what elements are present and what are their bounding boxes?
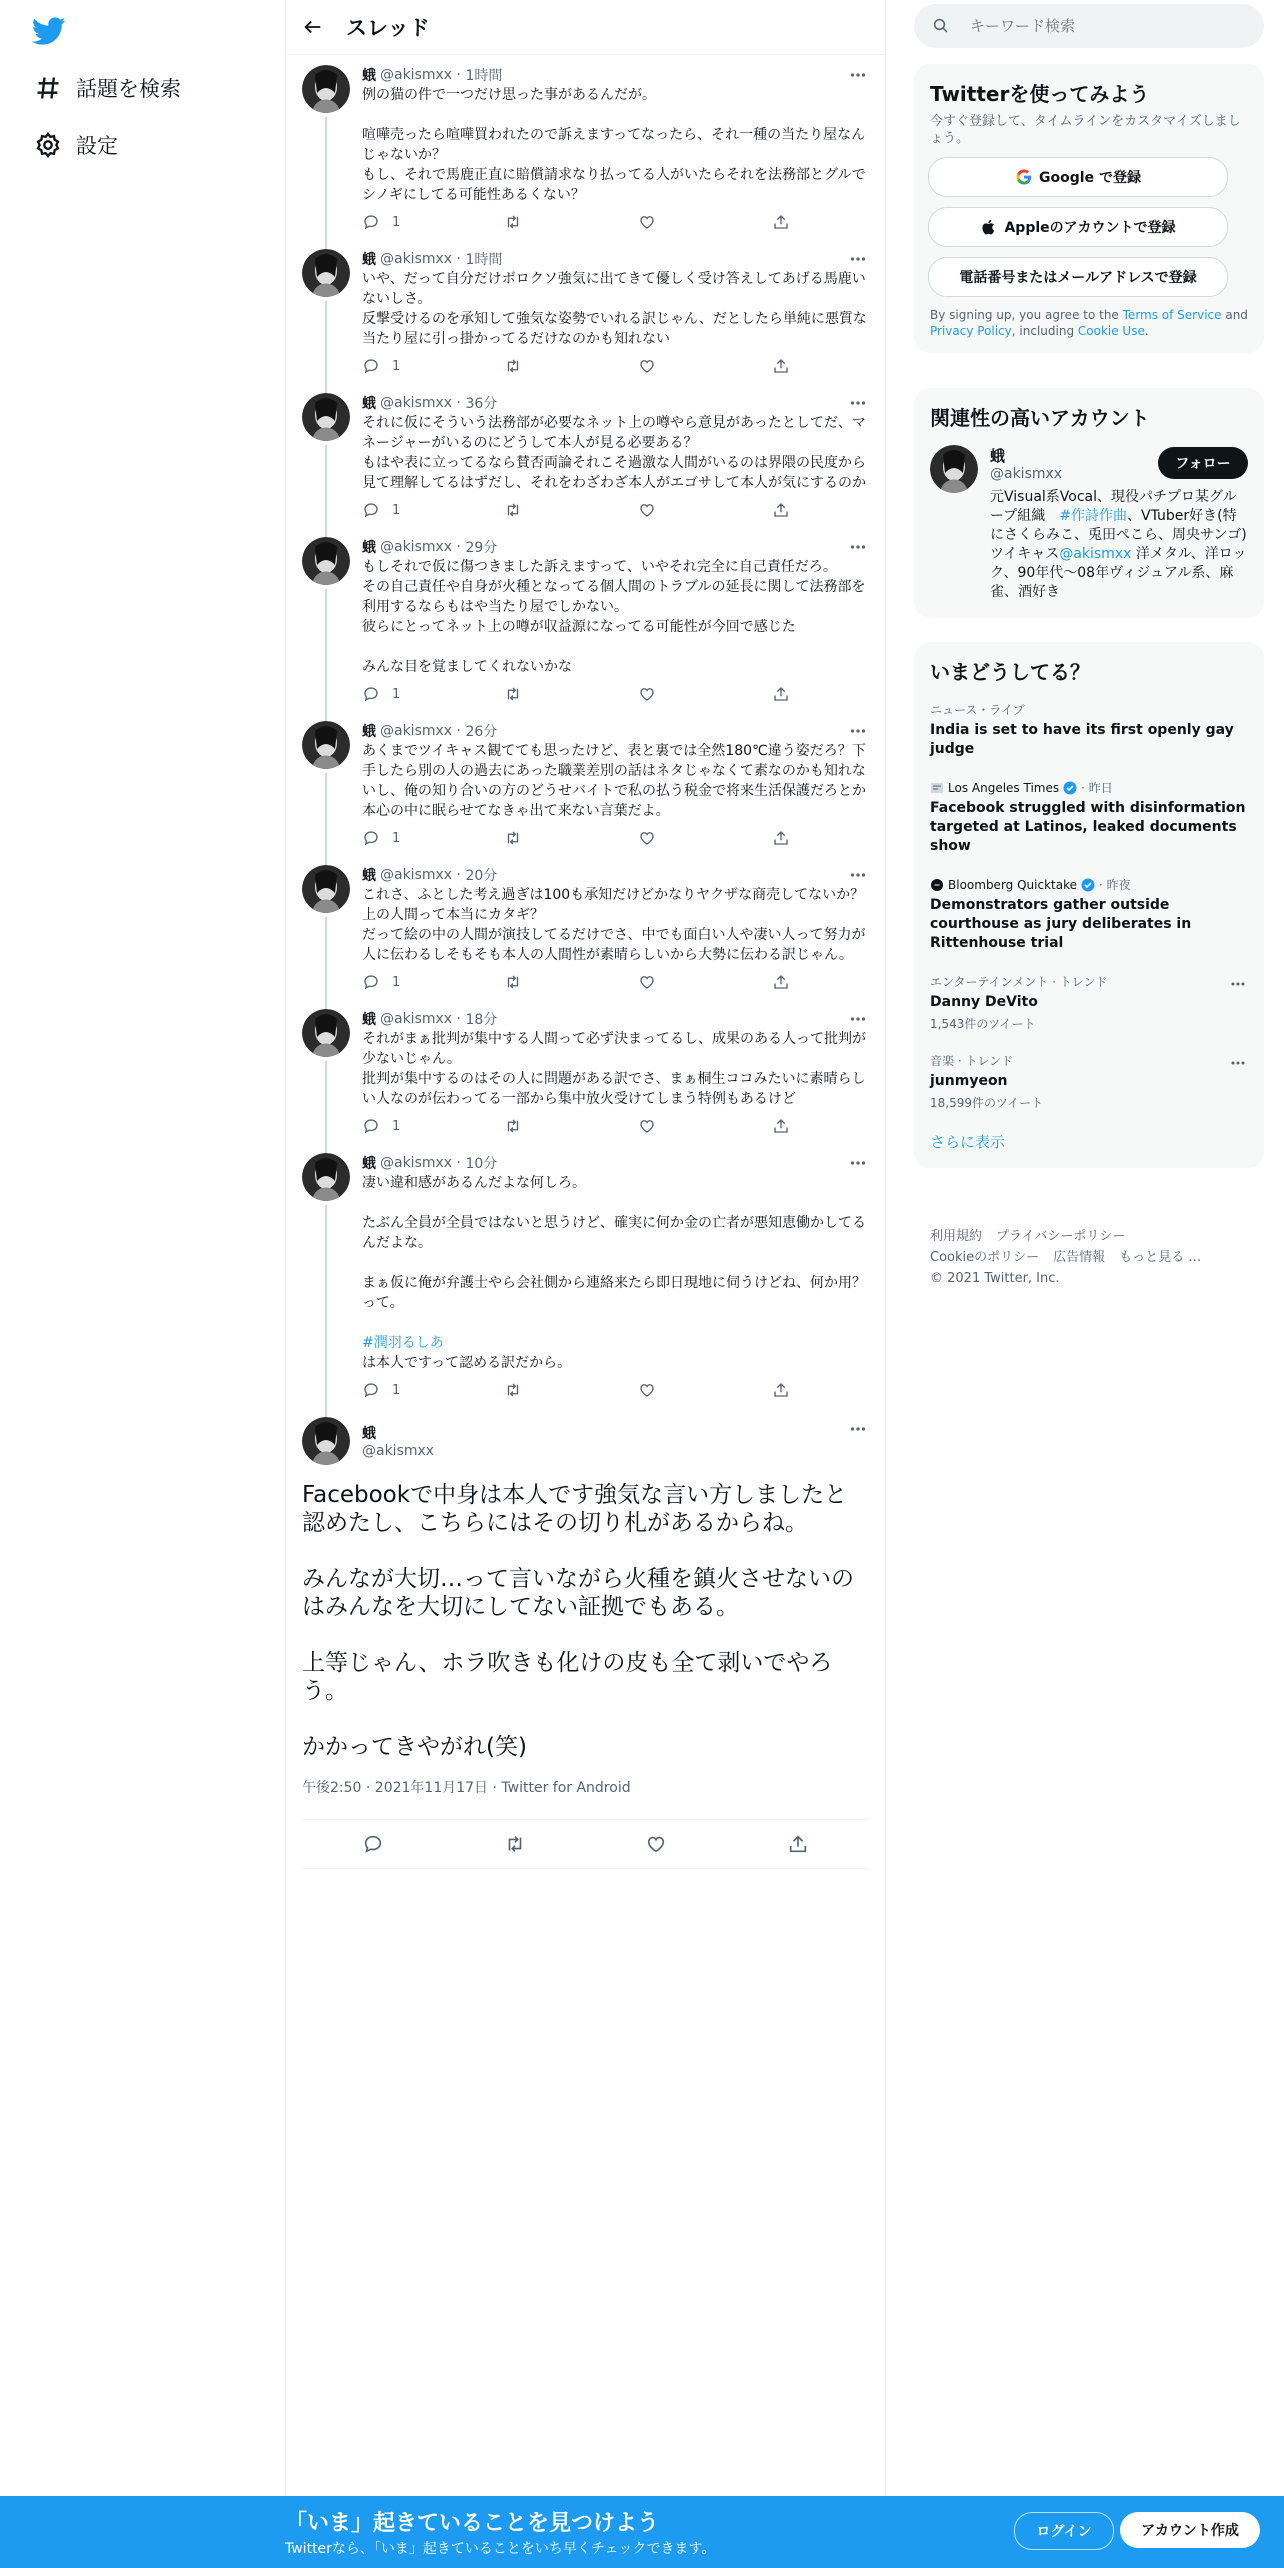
share-button[interactable]	[772, 1381, 802, 1399]
retweet-icon	[504, 685, 522, 703]
retweet-icon	[504, 1117, 522, 1135]
login-button[interactable]: ログイン	[1014, 2512, 1114, 2550]
thread-header	[286, 0, 885, 55]
verified-badge-icon	[1081, 878, 1095, 892]
signup-card	[914, 64, 1264, 353]
tweet-text: 例の猫の件で一つだけ思った事があるんだが。 喧嘩売ったら喧嘩買われたので訴えますってなったら、それ一種の当たり屋なんじゃないか？ もし、それで馬鹿正直に賠償請求なり払ってる人がいたらそれを法務部とグルでシノギにしてる可能性あるくない？	[362, 87, 866, 203]
avatar[interactable]	[930, 445, 978, 493]
search-icon	[932, 17, 950, 35]
thread-connector-line	[325, 589, 327, 723]
phone-email-signup-label: 電話番号またはメールアドレスで登録	[959, 270, 1197, 286]
author-name[interactable]: 蛾	[362, 1012, 376, 1028]
trend-context: エンターテインメント · トレンド	[930, 975, 1108, 989]
thread-tweet[interactable]	[286, 855, 885, 999]
tweet-actions	[362, 1373, 802, 1407]
reply-count: 1	[392, 974, 401, 990]
bio-text: 元Visual系Vocal、現役パチプロ某グループ組織	[990, 489, 1237, 524]
like-icon	[638, 1381, 656, 1399]
like-icon	[638, 973, 656, 991]
more-icon[interactable]	[847, 1153, 869, 1173]
legal-text: .	[1144, 324, 1149, 338]
tweet-header	[362, 393, 869, 413]
thread-connector-line	[325, 445, 327, 539]
trend-item[interactable]	[914, 769, 1264, 866]
reply-button[interactable]	[362, 685, 400, 703]
news-time: · 昨夜	[1099, 878, 1131, 892]
tweet-actions	[362, 349, 802, 383]
share-button[interactable]	[772, 1117, 802, 1135]
author-handle[interactable]: @akismxx	[380, 723, 453, 739]
retweet-button[interactable]	[504, 501, 534, 519]
reply-icon	[362, 501, 380, 519]
nav-settings-label: 設定	[76, 134, 118, 158]
like-button[interactable]	[638, 213, 668, 231]
thread-tweet[interactable]	[286, 1143, 885, 1407]
tweet-time[interactable]: 36分	[465, 396, 498, 412]
tweet-actions	[362, 1109, 802, 1143]
reply-button[interactable]	[362, 213, 400, 231]
reply-button[interactable]	[362, 501, 400, 519]
share-button[interactable]	[772, 973, 802, 991]
trends-card	[914, 642, 1264, 1168]
focused-tweet	[286, 1407, 885, 1869]
separator: ·	[452, 251, 466, 267]
apple-signup-button[interactable]	[928, 207, 1228, 247]
separator: ·	[452, 67, 466, 83]
news-source-icon	[930, 781, 944, 795]
tweet-header	[362, 721, 869, 741]
avatar[interactable]	[302, 249, 350, 297]
tweet-text: それに仮にそういう法務部が必要なネット上の噂やら意見があったとしてだ、マネージャーがいるのにどうして本人が見る必要ある？ もはや表に立ってるなら賛否両論それこそ過激な人間がいるのは界隈の民度から見て理解してるはずだし、それをわざわざ本人がエゴサして本人が気にするのか	[362, 415, 866, 491]
trend-context	[930, 876, 1248, 893]
google-signup-button[interactable]	[928, 157, 1228, 197]
news-source: Los Angeles Times	[948, 780, 1060, 795]
trend-title: Danny DeVito	[930, 994, 1038, 1010]
author-handle[interactable]: @akismxx	[380, 67, 453, 83]
thread-tweet[interactable]	[286, 999, 885, 1143]
tweet-text: もしそれで仮に傷つきました訴えますって、いやそれ完全に自己責任だろ。 その自己責任や自身が火種となってる個人間のトラブルの延長に関して法務部を利用するならもはや当たり屋でしかない。 彼らにとってネット上の噂が収益源になってる可能性が今回で感じた みんな目を覚ましてくれないかな	[362, 559, 866, 675]
like-icon[interactable]	[645, 1833, 667, 1855]
relevant-accounts-card	[914, 388, 1264, 618]
reply-icon	[362, 1117, 380, 1135]
trend-title: Facebook struggled with disinformation targeted at Latinos, leaked documents show	[930, 800, 1246, 854]
retweet-icon	[504, 357, 522, 375]
share-button[interactable]	[772, 685, 802, 703]
tweet-text-part: 凄い違和感があるんだよな何しろ。 たぶん全員が全員ではないと思うけど、確実に何か金の亡者が悪知恵働かしてるんだよな。 まぁ仮に俺が弁護士やら会社側から連絡来たら即日現地に伺うけどね、何か用？って。	[362, 1175, 866, 1311]
avatar[interactable]	[302, 1417, 350, 1465]
login-prompt-bar	[0, 2496, 1284, 2568]
reply-count: 1	[392, 214, 401, 230]
retweet-button[interactable]	[504, 1117, 534, 1135]
retweet-button[interactable]	[504, 829, 534, 847]
trend-tweet-count: 18,599件のツイート	[930, 1096, 1044, 1110]
focused-tweet-author[interactable]	[362, 1417, 869, 1465]
retweet-icon	[504, 829, 522, 847]
like-button[interactable]	[638, 685, 668, 703]
like-icon	[638, 685, 656, 703]
thread-connector-line	[325, 773, 327, 867]
tweet-time[interactable]: 10分	[465, 1156, 498, 1172]
trend-title: Demonstrators gather outside courthouse as jury deliberates in Rittenhouse trial	[930, 897, 1192, 951]
tweet-time[interactable]: 1時間	[465, 68, 503, 84]
share-button[interactable]	[772, 501, 802, 519]
back-arrow-icon[interactable]	[302, 16, 324, 38]
avatar[interactable]	[302, 1009, 350, 1057]
more-icon[interactable]	[847, 65, 869, 85]
reply-button[interactable]	[362, 357, 400, 375]
signup-subtitle: 今すぐ登録して、タイムラインをカスタマイズしましょう。	[930, 114, 1241, 146]
retweet-button[interactable]	[504, 973, 534, 991]
relevant-account[interactable]	[914, 431, 1264, 618]
reply-icon	[362, 829, 380, 847]
trend-title: India is set to have its first openly gay judge	[930, 722, 1234, 757]
thread-connector-line	[325, 301, 327, 395]
retweet-button[interactable]	[504, 1381, 534, 1399]
tweet-time[interactable]: 1時間	[465, 252, 503, 268]
share-icon	[772, 973, 790, 991]
avatar[interactable]	[302, 65, 350, 113]
separator: ·	[452, 395, 466, 411]
share-button[interactable]	[772, 357, 802, 375]
bio-hashtag-link[interactable]: #作詩作曲	[1059, 508, 1128, 524]
author-name[interactable]: 蛾	[362, 868, 376, 884]
retweet-button[interactable]	[504, 357, 534, 375]
tweet-header	[362, 865, 869, 885]
footer-links	[930, 1226, 1250, 1289]
phone-email-signup-button[interactable]	[928, 257, 1228, 297]
tweet-actions	[362, 677, 802, 711]
hashtag-icon	[34, 74, 62, 102]
retweet-button[interactable]	[504, 213, 534, 231]
cookie-link[interactable]: Cookie Use	[1077, 324, 1145, 338]
tweet-text: いや、だって自分だけボロクソ強気に出てきて優しく受け答えしてあげる馬鹿いないしさ。 反撃受けるのを承知して強気な姿勢でいれる訳じゃん、だとしたら単純に悪質な当たり屋に引っ掛かってるだけなのかも知れない	[362, 271, 867, 347]
share-icon	[772, 829, 790, 847]
trend-title: junmyeon	[930, 1073, 1008, 1089]
footer-more-link[interactable]: もっと見る …	[1119, 1250, 1202, 1265]
footer-ads-link[interactable]: 広告情報	[1053, 1250, 1106, 1265]
thread-connector-line	[325, 1205, 327, 1419]
reply-count: 1	[392, 1118, 401, 1134]
reply-icon	[362, 357, 380, 375]
avatar[interactable]	[302, 393, 350, 441]
signup-title: Twitterを使ってみよう	[930, 82, 1150, 106]
trend-context	[930, 779, 1248, 796]
reply-count: 1	[392, 830, 401, 846]
trend-item[interactable]	[914, 866, 1264, 963]
google-signup-label: Google で登録	[1039, 170, 1141, 186]
tweet-actions	[362, 205, 802, 239]
tweet-text-part: は本人ですって認める訳だから。	[362, 1355, 572, 1371]
more-icon[interactable]	[847, 393, 869, 413]
bio-text: 、VTuber好き(特にさくらみこ、兎田ぺこら、周央サンゴ)ツイキャス	[990, 508, 1247, 562]
footer-cookie-link[interactable]: Cookieのポリシー	[930, 1250, 1040, 1265]
more-icon[interactable]	[847, 1419, 869, 1439]
like-button[interactable]	[638, 829, 668, 847]
news-source: Bloomberg Quicktake	[948, 877, 1077, 892]
follow-button[interactable]: フォロー	[1158, 447, 1248, 479]
search-box[interactable]	[914, 4, 1264, 48]
signup-button[interactable]: アカウント作成	[1120, 2512, 1260, 2548]
tweet-header	[362, 1153, 869, 1173]
like-icon	[638, 1117, 656, 1135]
main-column	[285, 0, 886, 2568]
reply-button[interactable]	[362, 829, 400, 847]
trend-tweet-count: 1,543件のツイート	[930, 1017, 1036, 1031]
author-name[interactable]: 蛾	[362, 724, 376, 740]
tweet-text: あくまでツイキャス観てても思ったけど、表と裏では全然180℃違う姿だろ？下手したら別の人の過去にあった職業差別の話はネタじゃなくて素なのかも知れないし、俺の知り合いの方のどうせバイトで私の払う税金で将来生活保護だろとか本心の中に眠らせてなきゃ出て来ない言葉だよ。	[362, 743, 866, 819]
trend-context: ニュース・ライブ	[930, 703, 1025, 717]
account-bio	[990, 488, 1248, 602]
news-source-icon	[930, 878, 944, 892]
trend-context: 音楽 · トレンド	[930, 1054, 1014, 1068]
tweet-time[interactable]: 29分	[465, 540, 498, 556]
reply-button[interactable]	[362, 1117, 400, 1135]
more-icon[interactable]	[1228, 975, 1248, 993]
author-name[interactable]: 蛾	[362, 540, 376, 556]
trend-item[interactable]	[914, 963, 1264, 1042]
author-handle[interactable]: @akismxx	[380, 1155, 453, 1171]
relevant-title: 関連性の高いアカウント	[930, 406, 1150, 430]
tweet-time[interactable]: 18分	[465, 1012, 498, 1028]
reply-icon	[362, 213, 380, 231]
legal-text: and	[1221, 308, 1248, 322]
footer-terms-link[interactable]: 利用規約	[930, 1229, 983, 1244]
avatar[interactable]	[302, 865, 350, 913]
legal-text: By signing up, you agree to the	[930, 308, 1123, 322]
share-icon	[772, 685, 790, 703]
thread-tweet[interactable]	[286, 383, 885, 527]
separator: ·	[452, 867, 466, 883]
separator: ·	[452, 723, 466, 739]
tweet-header	[362, 1009, 869, 1029]
account-name: 蛾	[990, 447, 1006, 465]
author-handle[interactable]: @akismxx	[380, 539, 453, 555]
more-icon[interactable]	[847, 865, 869, 885]
avatar[interactable]	[302, 537, 350, 585]
separator: ·	[452, 1011, 466, 1027]
footer-privacy-link[interactable]: プライバシーポリシー	[996, 1229, 1126, 1244]
retweet-icon	[504, 501, 522, 519]
share-icon[interactable]	[787, 1833, 809, 1855]
tweet-header	[362, 249, 869, 269]
privacy-link[interactable]: Privacy Policy	[930, 324, 1012, 338]
author-name: 蛾	[362, 1426, 376, 1442]
author-name[interactable]: 蛾	[362, 1156, 376, 1172]
page-title: スレッド	[346, 16, 430, 40]
share-icon	[772, 1117, 790, 1135]
author-handle[interactable]: @akismxx	[380, 251, 453, 267]
reply-count: 1	[392, 1382, 401, 1398]
copyright: © 2021 Twitter, Inc.	[930, 1271, 1060, 1286]
like-icon	[638, 357, 656, 375]
author-handle[interactable]: @akismxx	[380, 395, 453, 411]
focused-tweet-text: Facebookで中身は本人です強気な言い方しましたと認めたし、こちらにはその切り札があるからね。 みんなが大切…って言いながら火種を鎮火させないのはみんなを大切にしてない証拠でもある。 上等じゃん、ホラ吹きも化けの皮も全て剥いでやろう。 かかってきやがれ(笑)	[302, 1482, 854, 1760]
author-name[interactable]: 蛾	[362, 68, 376, 84]
account-handle: @akismxx	[990, 466, 1063, 482]
tweet-actions	[362, 493, 802, 527]
twitter-logo-icon[interactable]	[32, 14, 66, 48]
like-button[interactable]	[638, 501, 668, 519]
author-handle: @akismxx	[362, 1443, 435, 1459]
search-input[interactable]	[968, 16, 1232, 36]
reply-count: 1	[392, 502, 401, 518]
more-icon[interactable]	[847, 721, 869, 741]
share-icon	[772, 501, 790, 519]
gear-icon	[34, 131, 62, 159]
show-more-link[interactable]: さらに表示	[930, 1133, 1006, 1151]
tweet-actions	[362, 965, 802, 999]
tweet-header	[362, 537, 869, 557]
retweet-icon	[504, 973, 522, 991]
reply-button[interactable]	[362, 973, 400, 991]
news-time: · 昨日	[1081, 781, 1113, 795]
retweet-button[interactable]	[504, 685, 534, 703]
verified-badge-icon	[1063, 781, 1077, 795]
reply-icon[interactable]	[362, 1833, 384, 1855]
trend-item[interactable]	[914, 691, 1264, 769]
bio-mention-link[interactable]: @akismxx	[1059, 546, 1132, 562]
bottom-bar-title: 「いま」起きていることを見つけよう	[285, 2511, 660, 2536]
thread-connector-line	[325, 117, 327, 251]
tweet-header	[362, 65, 869, 85]
tweet-text	[362, 1173, 869, 1373]
author-handle[interactable]: @akismxx	[380, 867, 453, 883]
tweet-timestamp[interactable]: 午後2:50 · 2021年11月17日 · Twitter for Android	[302, 1780, 631, 1796]
tweet-text: それがまぁ批判が集中する人間って必ず決まってるし、成果のある人って批判が少ないじゃん。 批判が集中するのはその人に問題がある訳でさ、まぁ桐生ココみたいに素晴らしい人なのが伝わってる一部から集中放火受けてしまう特例もあるけど	[362, 1031, 866, 1107]
share-icon	[772, 1381, 790, 1399]
avatar[interactable]	[302, 721, 350, 769]
share-icon	[772, 357, 790, 375]
apple-signup-label: Appleのアカウントで登録	[1004, 220, 1176, 236]
nav-settings[interactable]	[34, 125, 118, 165]
left-nav	[0, 0, 285, 2568]
legal-text: , including	[1011, 324, 1078, 338]
signup-legal	[914, 297, 1264, 353]
focused-tweet-actions	[302, 1819, 869, 1869]
retweet-icon	[504, 213, 522, 231]
nav-explore[interactable]	[34, 68, 181, 108]
reply-icon	[362, 973, 380, 991]
thread-connector-line	[325, 917, 327, 1011]
like-icon	[638, 501, 656, 519]
thread-tweet[interactable]	[286, 527, 885, 711]
reply-count: 1	[392, 686, 401, 702]
bottom-bar-subtitle: Twitterなら、「いま」起きていることをいち早くチェックできます。	[285, 2541, 716, 2557]
separator: ·	[452, 1155, 466, 1171]
tweet-actions	[362, 821, 802, 855]
author-name[interactable]: 蛾	[362, 396, 376, 412]
avatar[interactable]	[302, 1153, 350, 1201]
trend-item[interactable]	[914, 1042, 1264, 1121]
like-icon	[638, 213, 656, 231]
tweet-time[interactable]: 26分	[465, 724, 498, 740]
author-handle[interactable]: @akismxx	[380, 1011, 453, 1027]
like-button[interactable]	[638, 1381, 668, 1399]
google-icon	[1015, 168, 1033, 186]
thread-tweet[interactable]	[286, 239, 885, 383]
hashtag-link[interactable]: #潤羽るしあ	[362, 1335, 444, 1351]
separator: ·	[452, 539, 466, 555]
reply-icon	[362, 1381, 380, 1399]
apple-icon	[980, 218, 998, 236]
reply-button[interactable]	[362, 1381, 400, 1399]
trends-title: いまどうしてる？	[930, 660, 1090, 684]
thread-connector-line	[325, 1061, 327, 1155]
tweet-text: これさ、ふとした考え過ぎは100も承知だけどかなりヤクザな商売してないか？ 上の人間って本当にカタギ？ だって絵の中の人間が演技してるだけでさ、中でも面白い人や凄い人って努力が人に伝わるしそもそも本人の人間性が素晴らしいから大勢に伝わる訳じゃん。	[362, 887, 866, 963]
like-button[interactable]	[638, 357, 668, 375]
thread-tweet[interactable]	[286, 55, 885, 239]
like-button[interactable]	[638, 1117, 668, 1135]
terms-link[interactable]: Terms of Service	[1122, 308, 1222, 322]
thread-tweet[interactable]	[286, 711, 885, 855]
more-icon[interactable]	[1228, 1054, 1248, 1072]
tweet-time[interactable]: 20分	[465, 868, 498, 884]
author-name[interactable]: 蛾	[362, 252, 376, 268]
retweet-icon	[504, 1381, 522, 1399]
bio-text: 洋メタル、洋ロック、90年代～08年ヴィジュアル系、麻雀、酒好き	[990, 546, 1247, 600]
more-icon[interactable]	[847, 1009, 869, 1029]
more-icon[interactable]	[847, 537, 869, 557]
share-button[interactable]	[772, 829, 802, 847]
thread-list	[286, 55, 885, 1407]
like-button[interactable]	[638, 973, 668, 991]
share-button[interactable]	[772, 213, 802, 231]
nav-explore-label: 話題を検索	[76, 77, 181, 101]
reply-count: 1	[392, 358, 401, 374]
share-icon	[772, 213, 790, 231]
like-icon	[638, 829, 656, 847]
retweet-icon[interactable]	[504, 1833, 526, 1855]
more-icon[interactable]	[847, 249, 869, 269]
reply-icon	[362, 685, 380, 703]
